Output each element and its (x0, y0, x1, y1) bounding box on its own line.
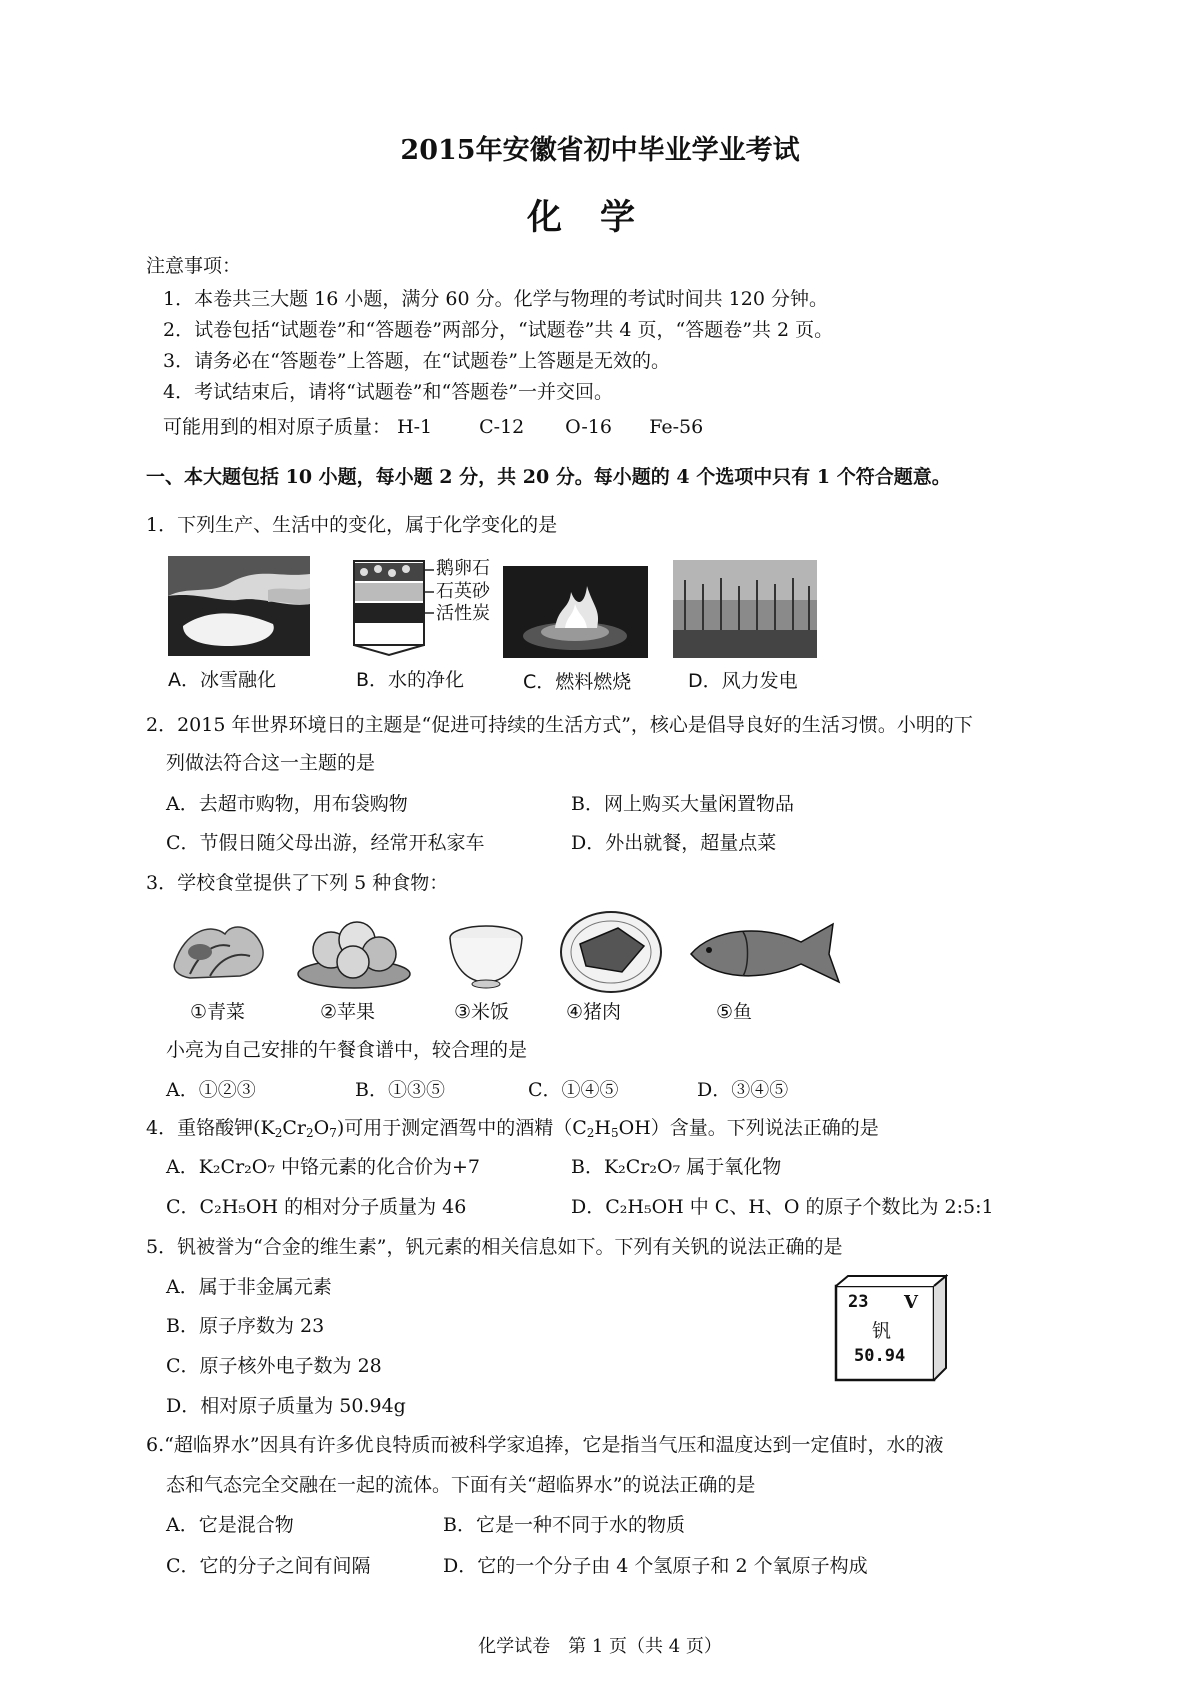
q4-stem-part: 4．重铬酸钾(K (146, 1117, 275, 1139)
q4-stem-sub: 2 (274, 1126, 283, 1140)
food-label-3: ③米饭 (454, 1001, 510, 1023)
q6-option-a: A．它是混合物 (166, 1514, 294, 1536)
q4-stem-sub: 2 (586, 1126, 595, 1140)
q6-option-b: B．它是一种不同于水的物质 (443, 1514, 685, 1536)
q4-stem-part: O (313, 1117, 330, 1139)
atomic-mass-line (163, 414, 703, 440)
food-label-1: ①青菜 (190, 1001, 246, 1023)
food-label-4: ④猪肉 (566, 1001, 622, 1023)
q4-stem-sub: 2 (305, 1126, 314, 1140)
q6-stem-line1: 6.“超临界水”因具有许多优良特质而被科学家追捧，它是指当气压和温度达到一定值时，水的液 (146, 1434, 944, 1456)
q4-option-b: B．K₂Cr₂O₇ 属于氧化物 (571, 1156, 782, 1178)
greens-image (170, 912, 270, 992)
food-label-2: ②苹果 (320, 1001, 376, 1023)
q6-option-d: D．它的一个分子由 4 个氢原子和 2 个氧原子构成 (443, 1555, 868, 1577)
q6-option-c: C．它的分子之间有间隔 (166, 1555, 371, 1577)
wind-power-image (673, 560, 817, 658)
q4-stem (146, 1115, 879, 1141)
q4-option-d: D．C₂H₅OH 中 C、H、O 的原子个数比为 2:5:1 (571, 1196, 994, 1218)
q3-option-a: A．①②③ (166, 1079, 256, 1101)
q2-stem-line1: 2．2015 年世界环境日的主题是“促进可持续的生活方式”，核心是倡导良好的生活习惯。小明的下 (146, 714, 973, 736)
q1-option-d: D．风力发电 (688, 670, 798, 692)
pork-plate-image (558, 906, 664, 996)
q5-option-a: A．属于非金属元素 (166, 1276, 332, 1298)
ice-melting-image (168, 556, 310, 656)
q1-option-a: A．冰雪融化 (168, 669, 276, 691)
q3-option-c: C．①④⑤ (528, 1079, 619, 1101)
element-name: 钒 (872, 1320, 892, 1342)
q4-stem-sub: 7 (329, 1126, 337, 1140)
fuel-burning-image (503, 566, 648, 658)
q4-stem-sub: 5 (611, 1126, 619, 1140)
rice-bowl-image (446, 912, 526, 992)
q2-option-b: B．网上购买大量闲置物品 (571, 793, 794, 815)
q5-option-b: B．原子序数为 23 (166, 1315, 325, 1337)
atomic-mass-fe: Fe-56 (649, 416, 704, 438)
q3-option-b: B．①③⑤ (355, 1079, 445, 1101)
q4-stem-part: )可用于测定酒驾中的酒精（C (336, 1117, 587, 1139)
filter-label-pebble: 鹅卵石 (436, 558, 490, 579)
q1-option-c: C．燃料燃烧 (523, 671, 632, 693)
notice-heading: 注意事项： (146, 255, 242, 277)
element-number: 23 (848, 1292, 869, 1312)
q3-stem: 3．学校食堂提供了下列 5 种食物： (146, 872, 449, 894)
exam-title: 2015年安徽省初中毕业学业考试 (400, 135, 800, 166)
q1-option-b: B．水的净化 (356, 669, 465, 691)
q5-stem: 5．钒被誉为“合金的维生素”，钒元素的相关信息如下。下列有关钒的说法正确的是 (146, 1236, 843, 1258)
notice-item-3: 3．请务必在“答题卷”上答题，在“试题卷”上答题是无效的。 (163, 350, 670, 372)
water-filter-image (344, 555, 490, 659)
element-symbol: V (904, 1292, 918, 1313)
food-label-5: ⑤鱼 (716, 1001, 753, 1023)
q5-option-c: C．原子核外电子数为 28 (166, 1355, 382, 1377)
q4-stem-part: Cr (282, 1117, 306, 1139)
q4-option-c: C．C₂H₅OH 的相对分子质量为 46 (166, 1196, 467, 1218)
q5-option-d: D．相对原子质量为 50.94g (166, 1395, 406, 1417)
section1-heading: 一、本大题包括 10 小题，每小题 2 分，共 20 分。每小题的 4 个选项中只有 1 个符合题意。 (146, 466, 951, 488)
q4-stem-part: H (594, 1117, 611, 1139)
notice-item-4: 4．考试结束后，请将“试题卷”和“答题卷”一并交回。 (163, 381, 613, 403)
atomic-mass-c: C-12 (479, 416, 525, 438)
filter-label-carbon: 活性炭 (436, 603, 490, 624)
atomic-mass-label: 可能用到的相对原子质量： (163, 416, 392, 438)
q3-question: 小亮为自己安排的午餐食谱中，较合理的是 (166, 1039, 528, 1061)
q6-stem-line2: 态和气态完全交融在一起的流体。下面有关“超临界水”的说法正确的是 (166, 1474, 756, 1496)
q2-option-d: D．外出就餐，超量点菜 (571, 832, 777, 854)
fish-image (683, 918, 843, 988)
atomic-mass-o: O-16 (565, 416, 613, 438)
q4-stem-part: OH）含量。下列说法正确的是 (618, 1117, 879, 1139)
q2-option-a: A．去超市购物，用布袋购物 (166, 793, 408, 815)
vanadium-element-card (834, 1274, 948, 1382)
q2-option-c: C．节假日随父母出游，经常开私家车 (166, 832, 485, 854)
subject-title: 化学 (526, 197, 673, 238)
q2-stem-line2: 列做法符合这一主题的是 (166, 752, 376, 774)
notice-item-1: 1．本卷共三大题 16 小题，满分 60 分。化学与物理的考试时间共 120 分钟。 (163, 288, 828, 310)
apples-image (295, 908, 413, 994)
page-footer: 化学试卷 第 1 页（共 4 页） (478, 1636, 722, 1657)
q1-stem: 1．下列生产、生活中的变化，属于化学变化的是 (146, 514, 558, 536)
atomic-mass-h: H-1 (397, 416, 433, 438)
q4-option-a: A．K₂Cr₂O₇ 中铬元素的化合价为+7 (166, 1156, 481, 1178)
q3-option-d: D．③④⑤ (697, 1079, 789, 1101)
element-mass: 50.94 (854, 1346, 906, 1366)
filter-label-quartz: 石英砂 (436, 581, 490, 602)
notice-item-2: 2．试卷包括“试题卷”和“答题卷”两部分，“试题卷”共 4 页，“答题卷”共 2 页。 (163, 319, 834, 341)
